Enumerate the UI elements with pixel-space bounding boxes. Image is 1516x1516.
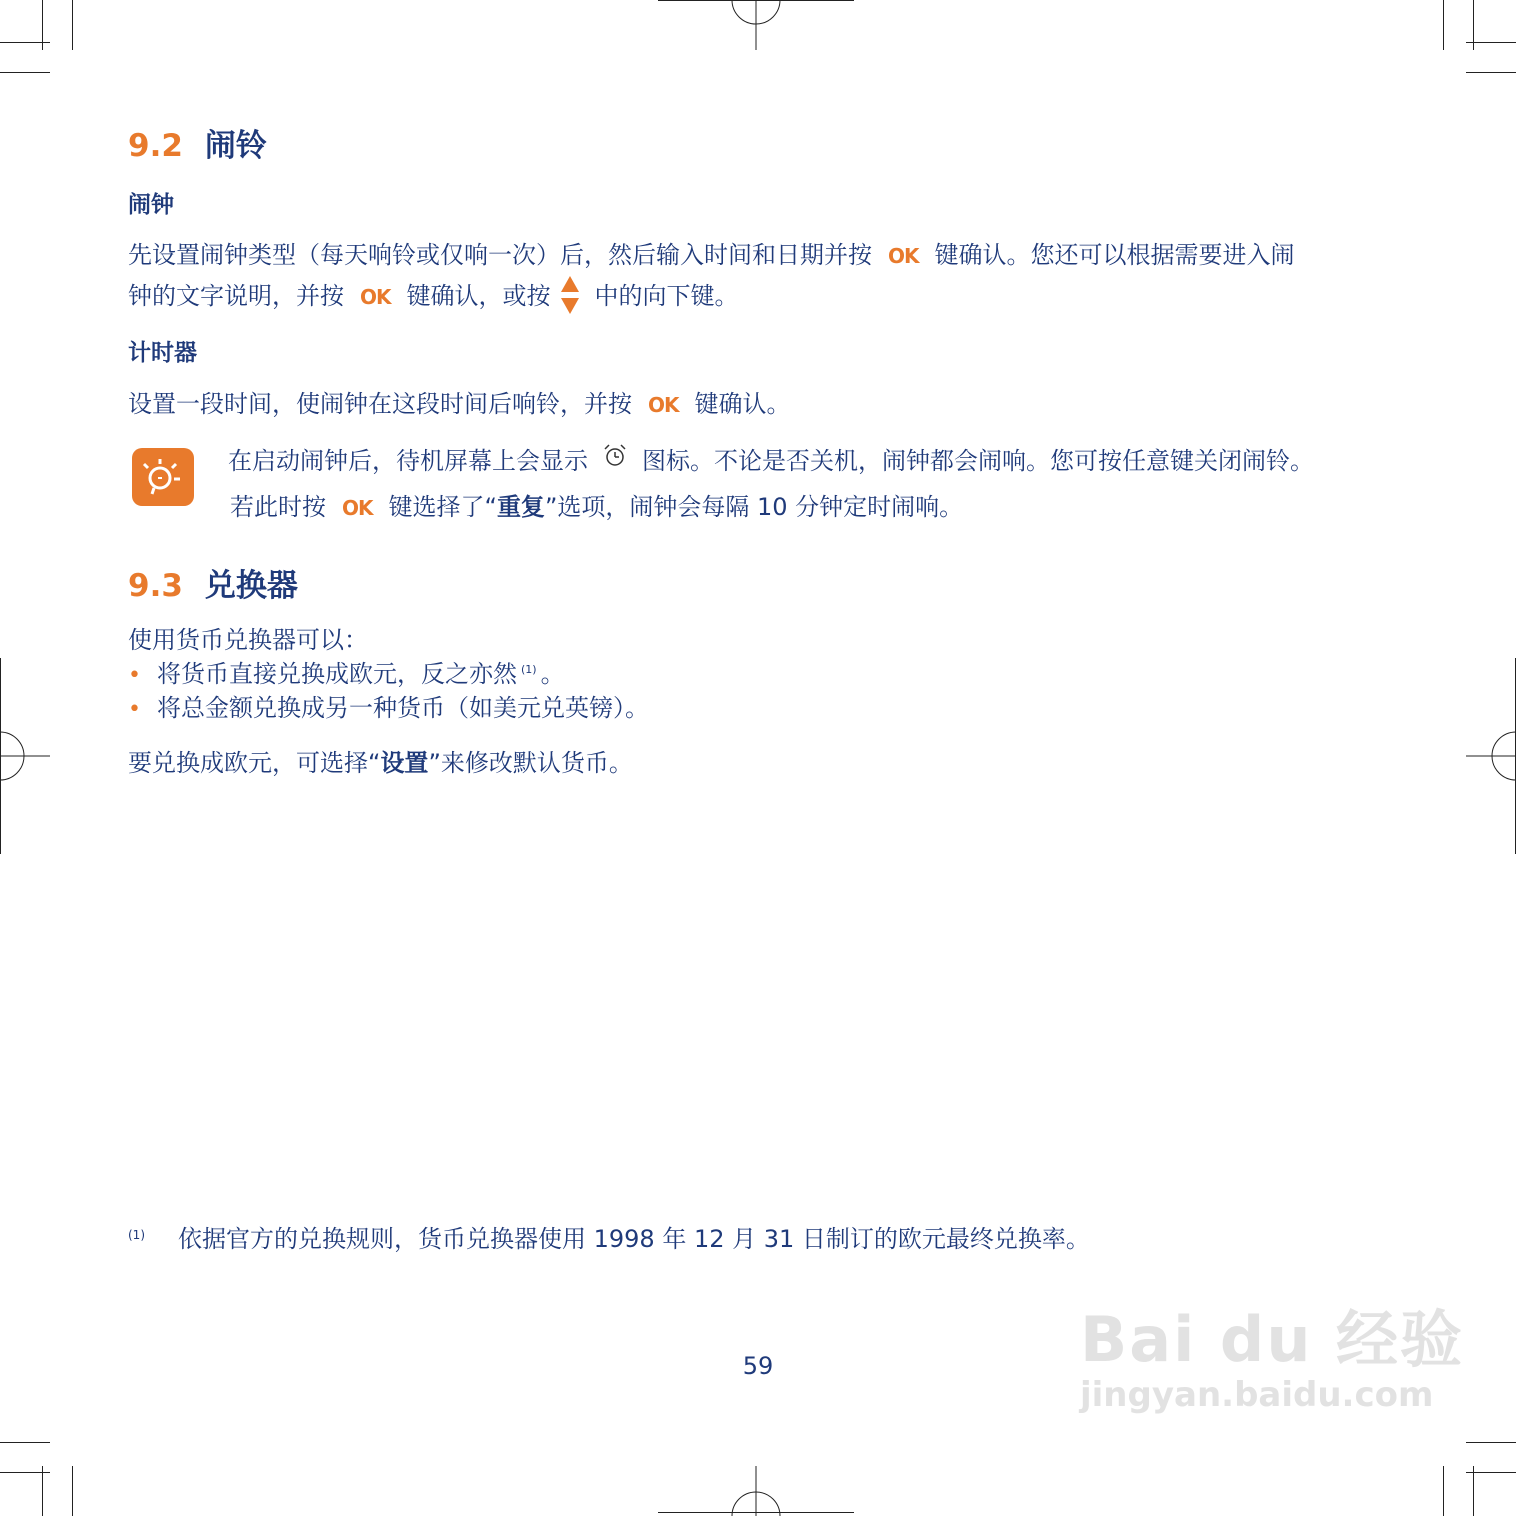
up-down-nav-key-icon bbox=[559, 274, 581, 316]
lightbulb-tip-icon bbox=[132, 448, 194, 506]
bullet: • bbox=[128, 697, 141, 722]
section-title-9-2 bbox=[128, 120, 267, 165]
ok-key-icon: OK bbox=[342, 496, 373, 520]
footnote-ref: (1) bbox=[520, 663, 537, 676]
section-title-text: 闹铃 bbox=[204, 128, 267, 164]
alarm-paragraph-line2: 钟的文字说明，并按 OK 键确认，或按 中的向下键。 bbox=[128, 276, 739, 318]
registration-mark-left bbox=[0, 658, 50, 858]
section-number: 9.3 bbox=[128, 568, 183, 604]
list-item: • 将货币直接兑换成欧元，反之亦然 $^{(1)}$ 。 bbox=[128, 660, 565, 688]
watermark-url: jingyan.baidu.com bbox=[1080, 1375, 1434, 1415]
page-number: 59 bbox=[742, 1352, 774, 1380]
alarm-paragraph-line1: 先设置闹钟类型（每天响铃或仅响一次）后，然后输入时间和日期并按 OK 键确认。您还可以根据需要进入闹 bbox=[128, 241, 1295, 269]
bullet: • bbox=[128, 663, 141, 688]
section-number: 9.2 bbox=[128, 128, 183, 164]
watermark-brand: Bai du 经验 bbox=[1080, 1303, 1465, 1376]
section-title-text: 兑换器 bbox=[204, 568, 298, 604]
tip-line2: 若此时按 OK 键选择了“重复”选项，闹钟会每隔 10 分钟定时闹响。 bbox=[230, 493, 964, 521]
ok-key-icon: OK bbox=[888, 244, 919, 268]
registration-mark-bottom bbox=[658, 1466, 858, 1516]
footnote-text: 依据官方的兑换规则，货币兑换器使用 1998 年 12 月 31 日制订的欧元最终兑换率。 bbox=[178, 1225, 1090, 1253]
list-item: • 将总金额兑换成另一种货币（如美元兑英镑）。 bbox=[128, 694, 649, 722]
alarm-heading: 闹钟 bbox=[128, 192, 174, 218]
ok-key-icon: OK bbox=[360, 285, 391, 309]
alarm-clock-icon bbox=[602, 443, 628, 469]
section-title-9-3 bbox=[128, 560, 298, 605]
registration-mark-top bbox=[658, 0, 858, 50]
footnote-mark: (1) bbox=[128, 1228, 145, 1242]
tip-line1: 在启动闹钟后，待机屏幕上会显示 图标。不论是否关机，闹钟都会闹响。您可按任意键关闭闹铃。 bbox=[228, 446, 1314, 476]
converter-intro: 使用货币兑换器可以： bbox=[128, 626, 368, 654]
ok-key-icon: OK bbox=[648, 393, 679, 417]
timer-heading: 计时器 bbox=[128, 340, 197, 366]
registration-mark-right bbox=[1466, 658, 1516, 858]
timer-paragraph: 设置一段时间，使闹钟在这段时间后响铃，并按 OK 键确认。 bbox=[128, 390, 791, 418]
watermark bbox=[1080, 1290, 1464, 1415]
converter-setting-note: 要兑换成欧元，可选择“设置”来修改默认货币。 bbox=[128, 749, 633, 777]
